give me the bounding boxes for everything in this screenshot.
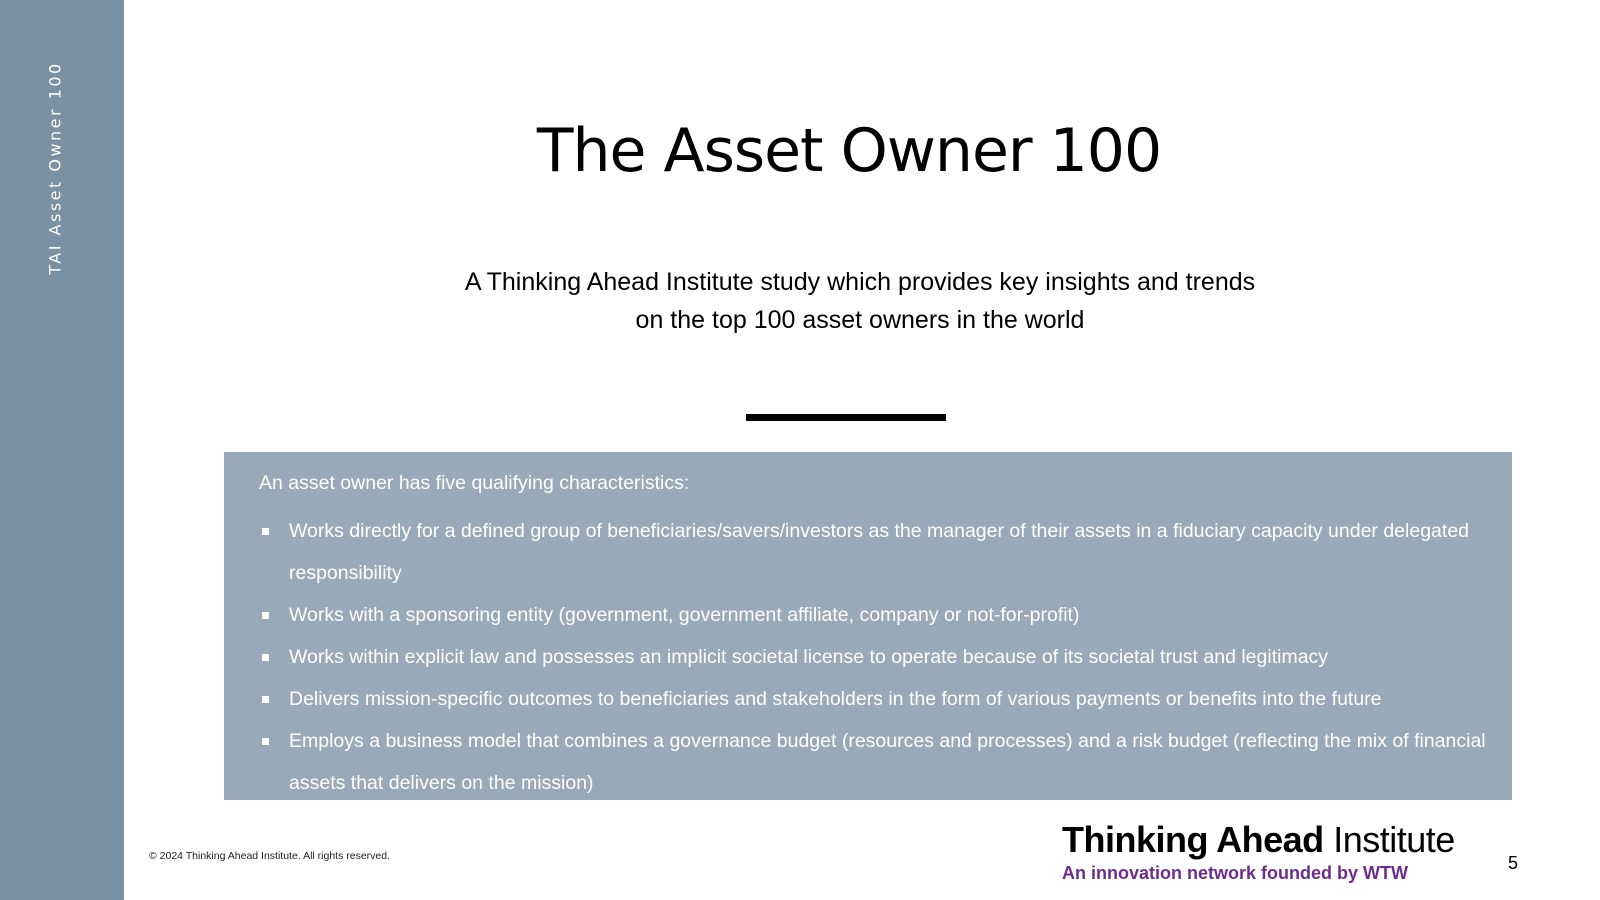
logo-wordmark (1062, 820, 1455, 860)
subtitle-line-1: A Thinking Ahead Institute study which provides key insights and trends (464, 268, 1256, 296)
square-bullet-icon (262, 738, 269, 745)
logo-tagline: An innovation network founded by WTW (1062, 863, 1408, 883)
logo-regular-text: Institute (1333, 819, 1455, 860)
title-divider (746, 414, 946, 421)
list-item (259, 594, 1500, 636)
square-bullet-icon (262, 612, 269, 619)
list-item (259, 720, 1500, 804)
copyright-notice: © 2024 Thinking Ahead Institute. All rights reserved. (149, 850, 391, 862)
list-item (259, 636, 1500, 678)
logo-bold-text: Thinking Ahead (1062, 819, 1324, 860)
list-item (259, 510, 1500, 594)
page-number: 5 (1508, 853, 1519, 873)
characteristics-box (224, 452, 1512, 800)
characteristics-intro: An asset owner has five qualifying characteristics: (259, 472, 690, 494)
characteristics-list (259, 510, 1500, 804)
square-bullet-icon (262, 696, 269, 703)
list-item-text: Works with a sponsoring entity (government, government affiliate, company or not-for-profit) (289, 604, 1080, 626)
list-item (259, 678, 1500, 720)
list-item-text: Works within explicit law and possesses an implicit societal license to operate because of its societal trust and legitimacy (289, 646, 1329, 668)
thinking-ahead-logo (1062, 820, 1455, 884)
sidebar-label: TAI Asset Owner 100 (45, 61, 65, 275)
list-item-text: Works directly for a defined group of beneficiaries/savers/investors as the manager of their assets in a fiduciary capacity under delegated responsibility (289, 520, 1470, 584)
subtitle-line-2: on the top 100 asset owners in the world (635, 306, 1085, 334)
slide-subtitle (400, 263, 1320, 339)
list-item-text: Delivers mission-specific outcomes to beneficiaries and stakeholders in the form of various payments or benefits into the future (289, 688, 1382, 710)
slide-title: The Asset Owner 100 (536, 116, 1162, 186)
square-bullet-icon (262, 528, 269, 535)
list-item-text: Employs a business model that combines a governance budget (resources and processes) and a risk budget (reflecting the mix of financial assets that delivers on the mission) (289, 730, 1486, 794)
square-bullet-icon (262, 654, 269, 661)
sidebar (0, 0, 124, 900)
